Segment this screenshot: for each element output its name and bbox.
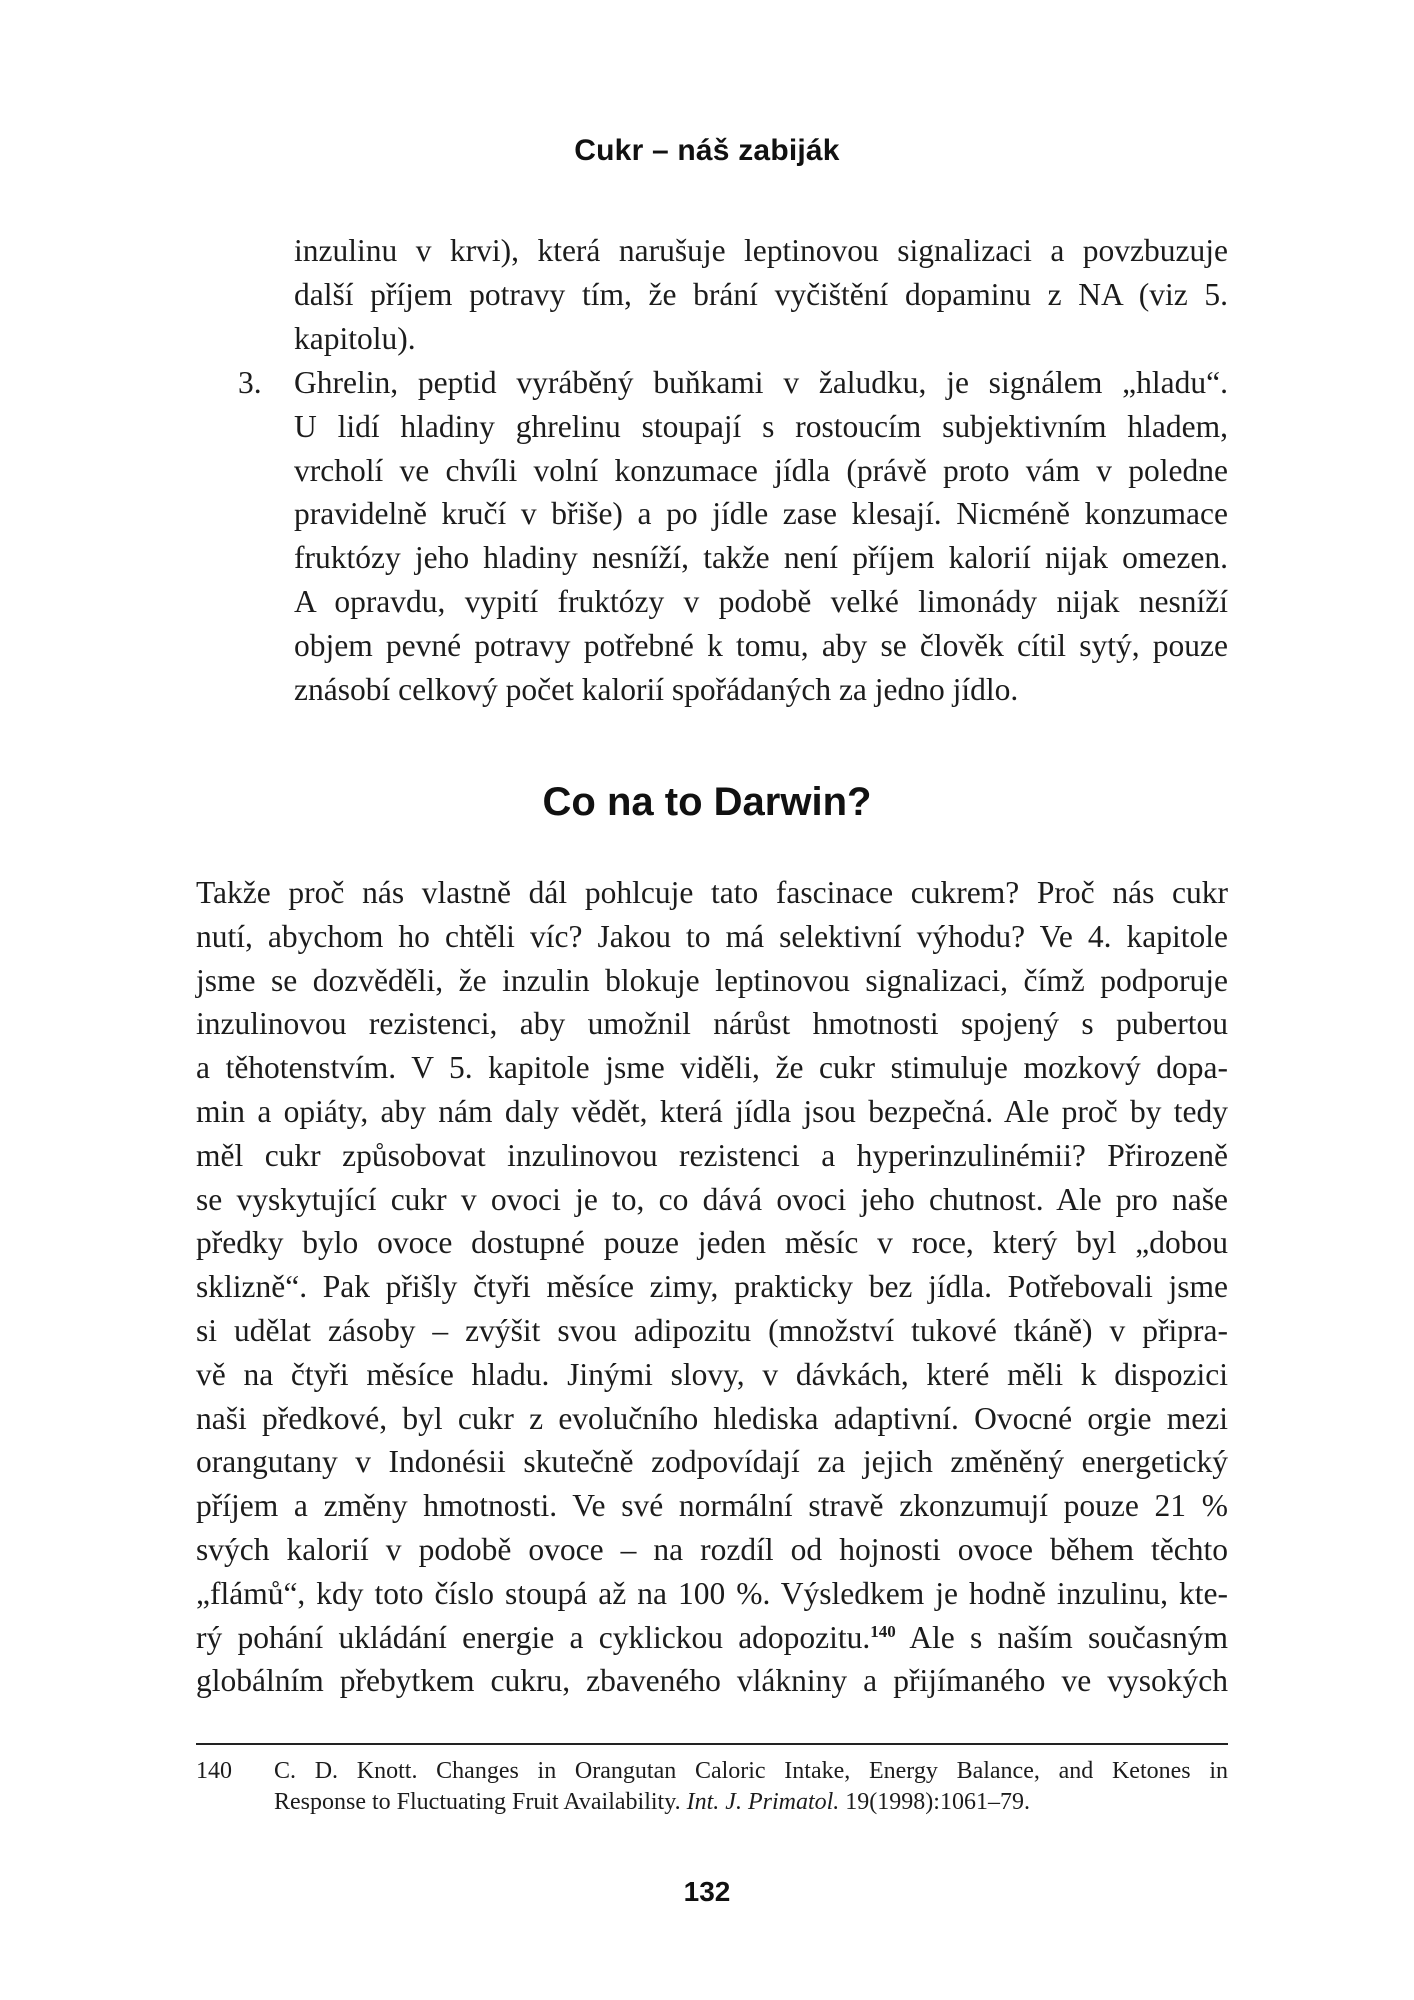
footnote-number: 140 xyxy=(196,1758,232,1784)
footnote-reference-link[interactable]: 140 xyxy=(870,1621,896,1641)
text-line: naši předkové, byl cukr z evolučního hlediska adaptivní. Ovocné orgie mezi xyxy=(196,1400,1228,1436)
text-line: sklizně“. Pak přišly čtyři měsíce zimy, prakticky bez jídla. Potřebovali jsme xyxy=(196,1269,1228,1305)
text-line: objem pevné potravy potřebné k tomu, aby se člověk cítil sytý, pouze xyxy=(294,627,1228,663)
text-line: a těhotenstvím. V 5. kapitole jsme viděli, že cukr stimuluje mozkový dopa- xyxy=(196,1050,1228,1086)
continued-list-item xyxy=(294,229,1228,360)
text-line: nutí, abychom ho chtěli víc? Jakou to má selektivní výhodu? Ve 4. kapitole xyxy=(196,918,1228,954)
footnote-text xyxy=(274,1756,1228,1818)
page-number: 132 xyxy=(683,1876,731,1907)
text-line: Takže proč nás vlastně dál pohlcuje tato fascinace cukrem? Proč nás cukr xyxy=(196,875,1228,910)
text-fragment: 19(1998):1061–79. xyxy=(839,1789,1030,1815)
text-line: „flámů“, kdy toto číslo stoupá až na 100 %. Výsledkem je hodně inzulinu, kte- xyxy=(196,1575,1228,1611)
text-line: další příjem potravy tím, že brání vyčištění dopaminu z NA (viz 5. xyxy=(294,276,1228,312)
text-line: kapitolu). xyxy=(294,320,416,356)
text-fragment: Ale s naším současným xyxy=(895,1619,1228,1655)
text-line xyxy=(274,1787,1228,1818)
text-line: si udělat zásoby – zvýšit svou adipozitu (množství tukové tkáně) v připra- xyxy=(196,1312,1228,1348)
text-fragment: rý pohání ukládání energie a cyklickou adopozitu. xyxy=(196,1619,871,1655)
text-fragment: Response to Fluctuating Fruit Availability. xyxy=(274,1789,687,1815)
text-line: svých kalorií v podobě ovoce – na rozdíl od hojnosti ovoce během těchto xyxy=(196,1531,1228,1567)
text-line: předky bylo ovoce dostupné pouze jeden měsíc v roce, který byl „dobou xyxy=(196,1225,1228,1261)
text-line: fruktózy jeho hladiny nesníží, takže není příjem kalorií nijak omezen. xyxy=(294,540,1228,576)
text-line: vě na čtyři měsíce hladu. Jinými slovy, v dávkách, které měli k dispozici xyxy=(196,1356,1228,1392)
text-line: příjem a změny hmotnosti. Ve své normální stravě zkonzumují pouze 21 % xyxy=(196,1488,1228,1524)
text-line: C. D. Knott. Changes in Orangutan Caloric Intake, Energy Balance, and Ketones in xyxy=(274,1758,1228,1784)
text-line: vrcholí ve chvíli volní konzumace jídla (právě proto vám v poledne xyxy=(294,452,1228,488)
text-line: inzulinu v krvi), která narušuje leptinovou signalizaci a povzbuzuje xyxy=(294,233,1228,268)
footnote-divider xyxy=(196,1743,1228,1745)
text-line: U lidí hladiny ghrelinu stoupají s rostoucím subjektivním hladem, xyxy=(294,408,1228,444)
text-line-with-footnote-ref xyxy=(196,1616,1228,1660)
journal-title: Int. J. Primatol. xyxy=(686,1789,840,1815)
list-number: 3. xyxy=(238,365,262,400)
text-line: globálním přebytkem cukru, zbaveného vlákniny a přijímaného ve vysokých xyxy=(196,1663,1228,1699)
text-line: orangutany v Indonésii skutečně zodpovídají za jejich změněný energetický xyxy=(196,1444,1228,1480)
text-line: min a opiáty, aby nám daly vědět, která jídla jsou bezpečná. Ale proč by tedy xyxy=(196,1093,1228,1129)
text-line: měl cukr způsobovat inzulinovou rezistenci a hyperinzulinémii? Přirozeně xyxy=(196,1137,1228,1173)
text-line: se vyskytující cukr v ovoci je to, co dává ovoci jeho chutnost. Ale pro naše xyxy=(196,1181,1228,1217)
list-item-text xyxy=(294,361,1228,711)
text-line: Ghrelin, peptid vyráběný buňkami v žaludku, je signálem „hladu“. xyxy=(294,365,1228,400)
text-line: pravidelně kručí v břiše) a po jídle zase klesají. Nicméně konzumace xyxy=(294,496,1228,532)
body-paragraph xyxy=(196,871,1228,1703)
text-line: inzulinovou rezistenci, aby umožnil nárůst hmotnosti spojený s pubertou xyxy=(196,1006,1228,1042)
section-heading: Co na to Darwin? xyxy=(542,780,872,824)
text-line: A opravdu, vypití fruktózy v podobě velké limonády nijak nesníží xyxy=(294,583,1228,619)
running-header-title: Cukr – náš zabiják xyxy=(574,134,840,167)
text-line: znásobí celkový počet kalorií spořádaných za jedno jídlo. xyxy=(294,671,1019,707)
text-line: jsme se dozvěděli, že inzulin blokuje leptinovou signalizaci, čímž podporuje xyxy=(196,962,1228,998)
